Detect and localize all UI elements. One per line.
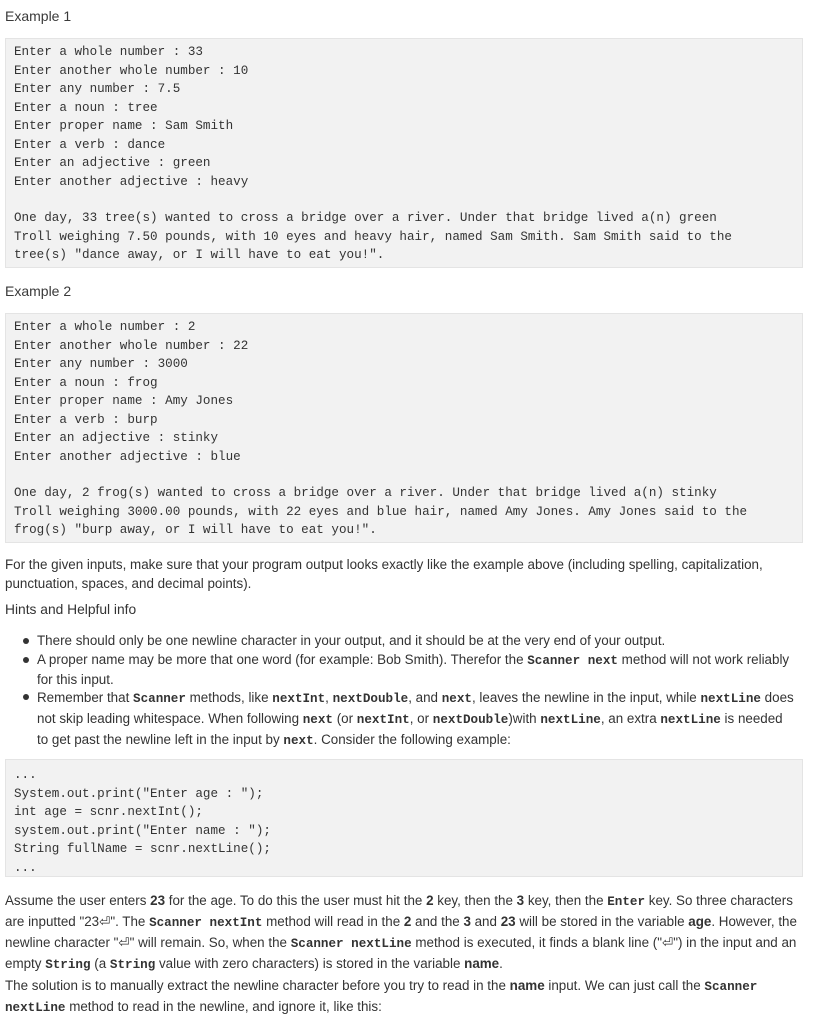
emphasis: age [688, 914, 712, 929]
prompt-line: Enter an adjective : stinky [14, 431, 219, 445]
story-line: Troll weighing 7.50 pounds, with 10 eyes and heavy hair, named Sam Smith. Sam Smith said to the [14, 229, 732, 244]
prompt-line: Enter a noun : tree [14, 100, 158, 115]
hint-text: , [325, 690, 333, 705]
prompt-line: Enter another whole number : 10 [14, 63, 249, 78]
inline-code: nextLine [660, 713, 721, 727]
story-line: Troll weighing 3000.00 pounds, with 22 eyes and blue hair, named Amy Jones. Amy Jones said to the [14, 504, 748, 519]
emphasis: 3 [516, 893, 525, 908]
hint-text: methods, like [185, 690, 273, 705]
code-line: system.out.print("Enter name : "); [14, 823, 271, 838]
para-text: . However, the newline character "⏎" will remain. So, when the [5, 914, 797, 950]
code-line: String fullName = scnr.nextLine(); [14, 842, 271, 856]
inline-code: next [302, 713, 333, 727]
code-line: int age = scnr.nextInt(); [14, 805, 203, 819]
para-text: and [470, 914, 501, 929]
prompt-line: Enter a verb : dance [14, 137, 166, 152]
para-text: (a [90, 956, 110, 971]
hint-item-1: There should only be one newline character in your output, and it should be at the very end of your output. [37, 633, 666, 648]
example-2-heading: Example 2 [5, 283, 72, 299]
hint-text: , and [408, 690, 442, 705]
hint-text: (or [332, 711, 357, 726]
hint-text: , or [409, 711, 433, 726]
hint-text: method will not work reliably for this input. [37, 652, 790, 687]
para-text: key, then the [433, 893, 517, 908]
inline-code: nextInt [356, 713, 410, 727]
assume-paragraph [5, 891, 805, 975]
hint-item-2 [37, 651, 795, 689]
story-line: One day, 2 frog(s) wanted to cross a bridge over a river. Under that bridge lived a(n) stinky [14, 486, 717, 500]
emphasis: name [464, 956, 500, 971]
para-text: for the age. To do this the user must hit the [165, 893, 427, 908]
para-text: Assume the user enters [5, 893, 151, 908]
prompt-line: Enter any number : 7.5 [14, 82, 181, 96]
inline-code: String [45, 958, 91, 972]
inline-code: nextDouble [432, 713, 509, 727]
hint-text: , leaves the newline in the input, while [471, 690, 701, 705]
prompt-line: Enter proper name : Amy Jones [14, 394, 234, 408]
prompt-line: Enter another whole number : 22 [14, 338, 249, 353]
inline-code: Scanner nextInt [149, 916, 263, 930]
code-example-box [5, 759, 803, 877]
para-text: will be stored in the variable [515, 914, 689, 929]
emphasis: name [509, 978, 545, 993]
hint-text: A proper name may be more that one word (for example: Bob Smith). Therefor the [37, 652, 528, 667]
prompt-line: Enter a whole number : 2 [14, 320, 196, 334]
inline-code: nextDouble [332, 692, 409, 706]
emphasis: 23 [500, 914, 516, 929]
inline-code: nextLine [700, 692, 761, 706]
inline-code: Scanner next [527, 654, 618, 668]
hint-text: )with [508, 711, 541, 726]
hint-text: is needed to get past the newline left in the input by [37, 711, 783, 747]
para-text: input. We can just call the [544, 978, 705, 993]
hint-item-3 [37, 688, 795, 751]
prompt-line: Enter a verb : burp [14, 412, 158, 427]
story-line: One day, 33 tree(s) wanted to cross a bridge over a river. Under that bridge lived a(n) green [14, 211, 717, 225]
bullet-dot [23, 694, 29, 700]
prompt-line: Enter any number : 3000 [14, 357, 188, 371]
emphasis: 2 [403, 914, 412, 929]
hint-text: Remember that [37, 690, 134, 705]
example-1-heading: Example 1 [5, 8, 72, 24]
inline-code: nextLine [540, 713, 601, 727]
inline-code: next [441, 692, 472, 706]
prompt-line: Enter another adjective : heavy [14, 174, 249, 189]
bullet-dot [23, 657, 29, 663]
prompt-line: Enter a noun : frog [14, 375, 158, 390]
para-text: and the [411, 914, 464, 929]
example-2-output-box [5, 313, 803, 543]
story-line: tree(s) "dance away, or I will have to eat you!". [14, 248, 385, 262]
code-line: ... [14, 860, 37, 875]
para-text: method is executed, it finds a blank line ("⏎") in the input and an empty [5, 935, 797, 971]
emphasis: 23 [150, 893, 166, 908]
para-text: The solution is to manually extract the newline character before you try to read in the [5, 978, 510, 993]
inline-code: next [283, 734, 314, 748]
instructions-paragraph: For the given inputs, make sure that your program output looks exactly like the example above (including spelling, capitalization, punctuation, spaces, and decimal points). [5, 557, 763, 591]
prompt-line: Enter proper name : Sam Smith [14, 119, 234, 133]
hint-text: , an extra [600, 711, 661, 726]
para-text: value with zero characters) is stored in the variable [155, 956, 465, 971]
inline-code: Scanner [133, 692, 186, 706]
hints-heading: Hints and Helpful info [5, 602, 137, 617]
hint-text: does not skip leading whitespace. When following [37, 690, 794, 726]
prompt-line: Enter another adjective : blue [14, 449, 241, 464]
inline-code: String [109, 958, 156, 972]
para-text: . [499, 956, 503, 971]
inline-code: nextInt [272, 692, 326, 706]
para-text: key. So three characters are inputted "23⏎". The [5, 893, 793, 929]
hint-text: . Consider the following example: [313, 732, 511, 747]
para-text: method to read in the newline, and ignore it, like this: [65, 999, 382, 1014]
emphasis: 2 [426, 893, 434, 908]
story-line: frog(s) "burp away, or I will have to eat you!". [14, 523, 377, 537]
code-line: System.out.print("Enter age : "); [14, 786, 264, 801]
code-line: ... [14, 768, 37, 782]
para-text: key, then the [524, 893, 608, 908]
inline-code: Enter [607, 895, 646, 909]
prompt-line: Enter a whole number : 33 [14, 45, 203, 59]
example-1-output-box [5, 38, 803, 268]
inline-code: Scanner nextLine [290, 937, 412, 951]
para-text: method will read in the [262, 914, 404, 929]
prompt-line: Enter an adjective : green [14, 156, 211, 170]
emphasis: 3 [463, 914, 471, 929]
solution-paragraph [5, 976, 805, 1018]
inline-code: Scanner nextLine [5, 980, 758, 1015]
bullet-dot [23, 638, 29, 644]
